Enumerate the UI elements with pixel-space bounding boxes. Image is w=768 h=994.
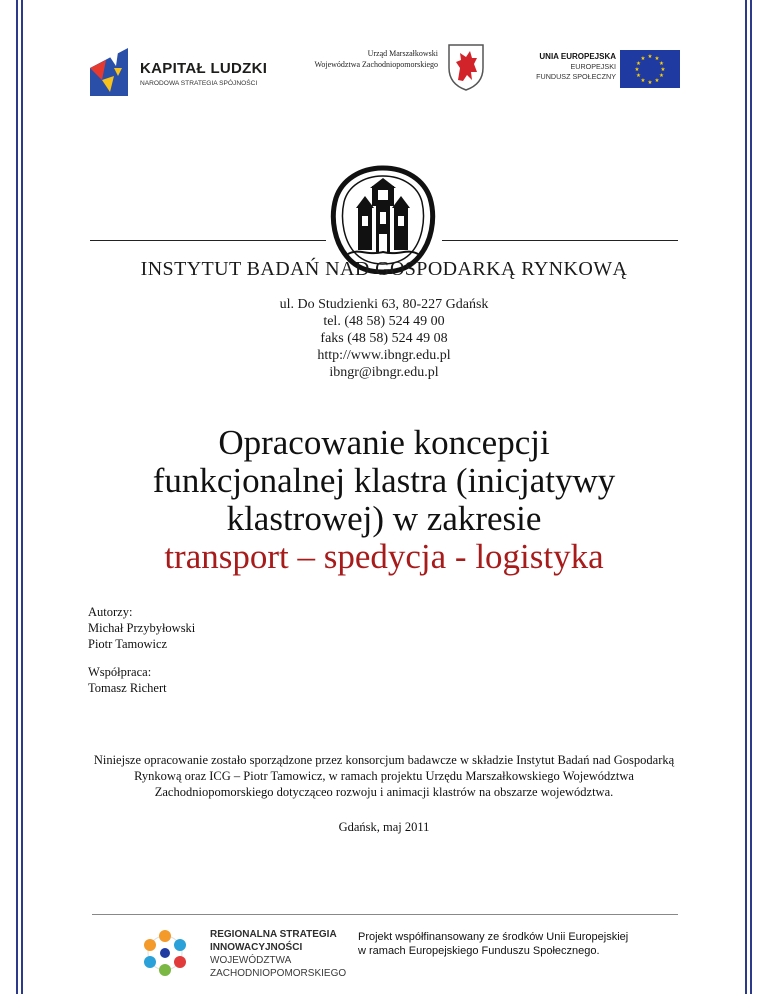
collaborator-name: Tomasz Richert <box>88 681 167 695</box>
author-name: Michał Przybyłowski <box>88 621 196 635</box>
svg-text:★: ★ <box>640 56 646 62</box>
rsi-line-3: WOJEWÓDZTWA <box>210 955 292 966</box>
institute-name: INSTYTUT BADAŃ NAD GOSPODARKĄ RYNKOWĄ <box>140 258 628 280</box>
svg-text:★: ★ <box>659 73 664 79</box>
rsi-text <box>210 928 346 980</box>
title-line-2: funkcjonalnej klastra (inicjatywy <box>152 461 616 500</box>
authors-label: Autorzy: <box>88 605 133 619</box>
title-line-1: Opracowanie koncepcji <box>218 423 550 462</box>
institute-rule-right <box>442 240 678 241</box>
collaboration-block <box>88 664 167 696</box>
institute-website: http://www.ibngr.edu.pl <box>317 348 451 363</box>
svg-text:★: ★ <box>636 73 641 79</box>
urzad-line-2: Województwa Zachodniopomorskiego <box>314 60 438 69</box>
svg-text:★: ★ <box>647 54 653 60</box>
eu-line-2: EUROPEJSKI <box>570 62 616 71</box>
rsi-ring-logo-icon <box>140 928 190 978</box>
svg-text:★: ★ <box>654 78 660 84</box>
rsi-line-4: ZACHODNIOPOMORSKIEGO <box>210 968 347 979</box>
eu-line-3: FUNDUSZ SPOŁECZNY <box>536 72 616 81</box>
urzad-marszalkowski-logo <box>290 38 496 98</box>
svg-text:★: ★ <box>640 78 646 84</box>
kapital-ludzki-subtitle: NARODOWA STRATEGIA SPÓJNOŚCI <box>140 80 258 87</box>
cofinancing-line-1: Projekt współfinansowany ze środków Unii Europejskiej <box>358 931 629 943</box>
authors-block <box>88 604 195 652</box>
document-title <box>0 424 768 576</box>
place-date: Gdańsk, maj 2011 <box>338 820 430 834</box>
title-accent-line: transport – spedycja - logistyka <box>164 537 604 576</box>
institute-email: ibngr@ibngr.edu.pl <box>329 365 439 380</box>
consortium-note: Niniejsze opracowanie zostało sporządzone przez konsorcjum badawcze w składzie Instytut Badań nad Gospodarką Rynkową oraz ICG – Piotr Tamowicz, w ramach projektu Urzędu Marszałkowskiego Województwa Zachodniopomorskiego dotycząceo rozwoju i animacji klastrów na obszarze województwa. <box>93 753 675 799</box>
eu-title: UNIA EUROPEJSKA <box>539 52 616 61</box>
kapital-ludzki-logo <box>88 46 278 101</box>
institute-fax: faks (48 58) 524 49 08 <box>320 331 448 346</box>
header-logo-band <box>88 38 680 108</box>
svg-text:★: ★ <box>647 80 653 86</box>
kapital-ludzki-name: KAPITAŁ LUDZKI <box>140 60 268 77</box>
svg-text:★: ★ <box>654 56 660 62</box>
eu-flag-icon <box>620 50 680 88</box>
svg-text:★: ★ <box>659 61 664 67</box>
kapital-ludzki-mark-icon <box>88 46 130 98</box>
author-name: Piotr Tamowicz <box>88 637 168 651</box>
institute-phone: tel. (48 58) 524 49 00 <box>323 314 445 329</box>
svg-text:★: ★ <box>660 67 666 73</box>
eu-logo <box>508 50 680 98</box>
institute-contact <box>0 296 768 381</box>
cofinancing-line-2: w ramach Europejskiego Funduszu Społecznego. <box>358 945 600 957</box>
collaboration-label: Współpraca: <box>88 665 152 679</box>
griffin-shield-icon <box>446 42 486 92</box>
rsi-line-2: INNOWACYJNOŚCI <box>210 942 303 953</box>
svg-text:★: ★ <box>634 67 640 73</box>
title-line-3: klastrowej) w zakresie <box>226 499 542 538</box>
institute-rule-left <box>90 240 326 241</box>
svg-text:★: ★ <box>636 61 641 67</box>
urzad-line-1: Urząd Marszałkowski <box>367 49 438 58</box>
cofinancing-statement <box>358 930 628 958</box>
institute-address: ul. Do Studzienki 63, 80-227 Gdańsk <box>279 297 489 312</box>
rsi-line-1: REGIONALNA STRATEGIA <box>210 929 337 940</box>
footer-rule <box>92 914 678 915</box>
